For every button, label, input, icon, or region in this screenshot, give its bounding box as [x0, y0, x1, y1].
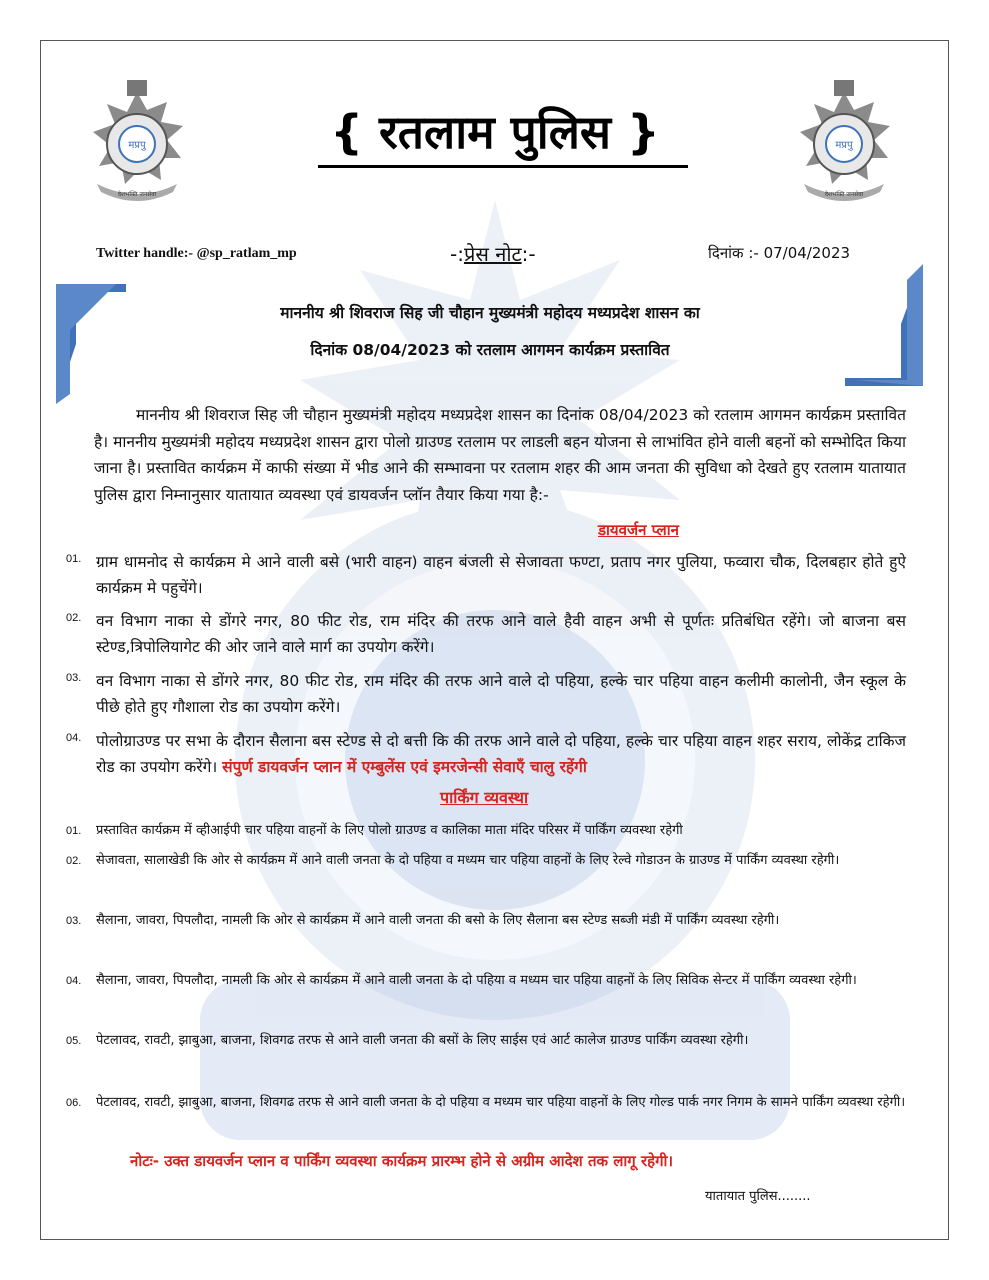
title-underline [318, 165, 688, 168]
item-text: ग्राम धामनोद से कार्यक्रम मे आने वाली बसे (भारी वाहन) वाहन बंजली से सेजावता फण्टा, प्रताप नगर पुलिया, फव्वारा चौक, दिलबहार होते हुऐ कार्यक्रम मे पहुचेंगे। [96, 553, 906, 597]
item-number: 03. [66, 915, 82, 927]
item-number: 04. [66, 732, 82, 744]
item-number: 01. [66, 825, 82, 837]
item-text: पोलोग्राउण्ड पर सभा के दौरान सैलाना बस स्टेण्ड से दो बत्ती कि की तरफ आने वाले दो पहिया, हल्के चार पहिया वाहन शहर सराय, लोकेंद्र टाकिज रोड का उपयोग करेंगे। [96, 732, 906, 776]
item-number: 06. [66, 1097, 82, 1109]
diversion-heading: डायवर्जन प्लान [598, 521, 679, 539]
headline-line-2: दिनांक 08/04/2023 को रतलाम आगमन कार्यक्रम प्रस्तावित [310, 341, 670, 359]
intro-text: माननीय श्री शिवराज सिह जी चौहान मुख्यमंत्री महोदय मध्यप्रदेश शासन का दिनांक 08/04/2023 को रतलाम आगमन कार्यक्रम प्रस्तावित है। माननीय मुख्यमंत्री महोदय मध्यप्रदेश शासन द्वारा पोलो ग्राउण्ड रतलाम पर लाडली बहन योजना से लाभांवित होने वाली बहनों को सम्भोदित किया जाना है। प्रस्तावित कार्यक्रम में काफी संख्या में भीड आने की सम्भावना पर रतलाम शहर की आम जनता की सुविधा को देखते हुए रतलाम यातायात पुलिस द्वारा निम्नानुसार यातायात व्यवस्था एवं डायवर्जन प्लॉन तैयार किया गया है:- [94, 406, 906, 504]
emblem-badge-text-left: मप्रपु [128, 140, 146, 151]
item-text: सेजावता, सालाखेडी कि ओर से कार्यक्रम में आने वाली जनता के दो पहिया व मध्यम चार पहिया वाहनों के लिए रेल्वे गोडाउन के ग्राउण्ड में पार्किंग व्यवस्था रहेगी। [96, 853, 840, 868]
emergency-notice: संपुर्ण डायवर्जन प्लान में एम्बुलेंस एवं इमरजेन्सी सेवाएँ चालु रहेंगी [222, 758, 587, 776]
item-number: 01. [66, 553, 82, 565]
item-number: 05. [66, 1035, 82, 1047]
item-number: 02. [66, 612, 82, 624]
twitter-handle: Twitter handle:- @sp_ratlam_mp [96, 246, 297, 261]
item-text: पेटलावद, रावटी, झाबुआ, बाजना, शिवगढ तरफ से आने वाली जनता की बसों के लिए साईस एवं आर्ट कालेज ग्राउण्ड पार्किंग व्यवस्था रहेगी। [96, 1033, 749, 1048]
corner-decoration-left [56, 284, 132, 404]
press-suffix: :- [521, 242, 536, 266]
intro-paragraph [94, 402, 906, 508]
item-number: 02. [66, 855, 82, 867]
headline-line-1: माननीय श्री शिवराज सिह जी चौहान मुख्यमंत्री महोदय मध्यप्रदेश शासन का [280, 304, 700, 322]
mp-police-emblem-right [782, 80, 907, 205]
mp-police-emblem-left [75, 80, 200, 205]
item-text: सैलाना, जावरा, पिपलौदा, नामली कि ओर से कार्यक्रम में आने वाली जनता की बसो के लिए सैलाना बस स्टेण्ड सब्जी मंडी में पार्किंग व्यवस्था रहेगी। [96, 913, 780, 928]
item-text: सैलाना, जावरा, पिपलौदा, नामली कि ओर से कार्यक्रम में आने वाली जनता के दो पहिया व मध्यम चार पहिया वाहनों के लिए सिविक सेन्टर में पार्किंग व्यवस्था रहेगी। [96, 973, 857, 988]
emblem-ring-text-left: देशभक्ति जनसेवा [117, 191, 157, 198]
emblem-badge-text-right: मप्रपु [835, 140, 853, 151]
item-text: प्रस्तावित कार्यक्रम में व्हीआईपी चार पहिया वाहनों के लिए पोलो ग्राउण्ड व कालिका माता मंदिर परिसर में पार्किंग व्यवस्था रहेगी [96, 823, 683, 838]
item-text: वन विभाग नाका से डोंगरे नगर, 80 फीट रोड, राम मंदिर की तरफ आने वाले हैवी वाहन अभी से पूर्णतः प्रतिबंधित रहेंगे। जो बाजना बस स्टेण्ड,त्रिपोलियागेट की ओर जाने वाले मार्ग का उपयोग करेंगे। [96, 612, 906, 656]
emblem-ring-text-right: देशभक्ति जनसेवा [824, 191, 864, 198]
item-text: वन विभाग नाका से डोंगरे नगर, 80 फीट रोड, राम मंदिर की तरफ आने वाले दो पहिया, हल्के चार पहिया वाहन कलीमी कालोनी, जैन स्कूल के पीछे होते हुए गौशाला रोड का उपयोग करेंगे। [96, 672, 906, 716]
press-prefix: -: [450, 242, 464, 266]
item-text: पेटलावद, रावटी, झाबुआ, बाजना, शिवगढ तरफ से आने वाली जनता के दो पहिया व मध्यम चार पहिया वाहनों के लिए गोल्ड पार्क नगर निगम के सामने पार्किंग व्यवस्था रहेगी। [96, 1095, 906, 1110]
signature: यातायात पुलिस........ [705, 1189, 811, 1204]
press-note-label [450, 240, 536, 267]
item-number: 03. [66, 672, 82, 684]
item-number: 04. [66, 975, 82, 987]
parking-heading: पार्किंग व्यवस्था [440, 788, 529, 807]
corner-decoration-right [845, 264, 923, 386]
footer-note: नोटः- उक्त डायवर्जन प्लान व पार्किंग व्यवस्था कार्यक्रम प्रारम्भ होने से अग्रीम आदेश तक लागू रहेगी। [130, 1152, 674, 1170]
date-label: दिनांक :- 07/04/2023 [708, 244, 851, 262]
press-label: प्रेस नोट [463, 242, 522, 266]
page-title: { रतलाम पुलिस } [330, 105, 660, 159]
